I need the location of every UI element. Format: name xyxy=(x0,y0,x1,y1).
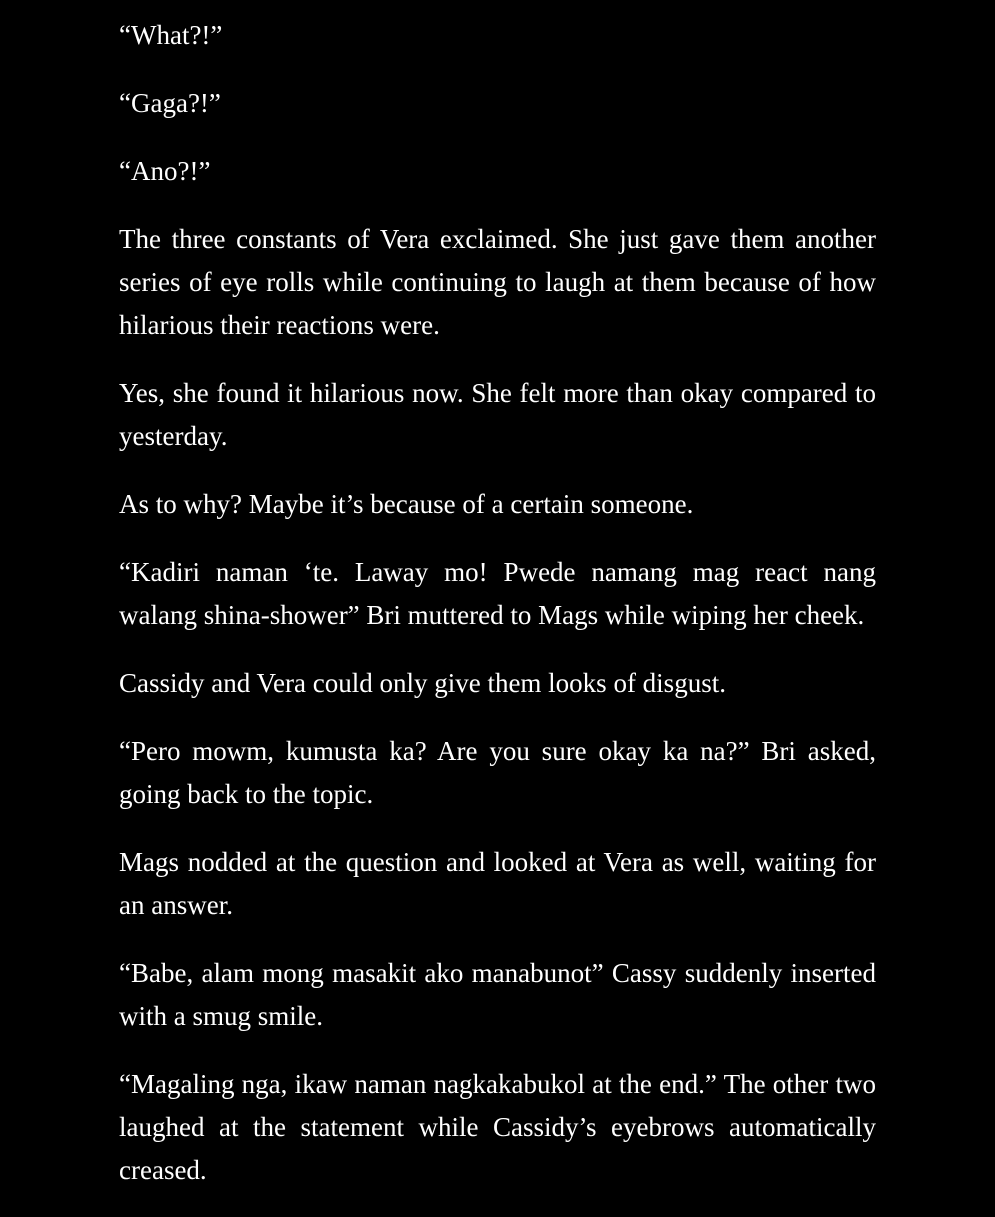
dialogue-what: “What?!” xyxy=(119,20,223,50)
narration-paragraph: Cassidy and Vera could only give them looks of disgust. xyxy=(119,668,726,698)
dialogue-paragraph: “Babe, alam mong masakit ako manabunot” Cassy suddenly inserted with a smug smile. xyxy=(119,958,876,1031)
narration-paragraph: Yes, she found it hilarious now. She felt more than okay compared to yesterday. xyxy=(119,378,876,451)
narration-paragraph: As to why? Maybe it’s because of a certain someone. xyxy=(119,489,694,519)
dialogue-ano: “Ano?!” xyxy=(119,156,211,186)
narration-paragraph: Mags nodded at the question and looked at Vera as well, waiting for an answer. xyxy=(119,847,876,920)
dialogue-paragraph: “Kadiri naman ‘te. Laway mo! Pwede namang mag react nang walang shina-shower” Bri muttered to Mags while wiping her cheek. xyxy=(119,557,876,630)
story-text xyxy=(119,14,876,1217)
dialogue-paragraph: “Magaling nga, ikaw naman nagkakabukol at the end.” The other two laughed at the statement while Cassidy’s eyebrows automatically creased. xyxy=(119,1069,876,1185)
dialogue-paragraph: “Pero mowm, kumusta ka? Are you sure okay ka na?” Bri asked, going back to the topic. xyxy=(119,736,876,809)
narration-paragraph: The three constants of Vera exclaimed. She just gave them another series of eye rolls while continuing to laugh at them because of how hilarious their reactions were. xyxy=(119,224,876,340)
dialogue-gaga: “Gaga?!” xyxy=(119,88,221,118)
